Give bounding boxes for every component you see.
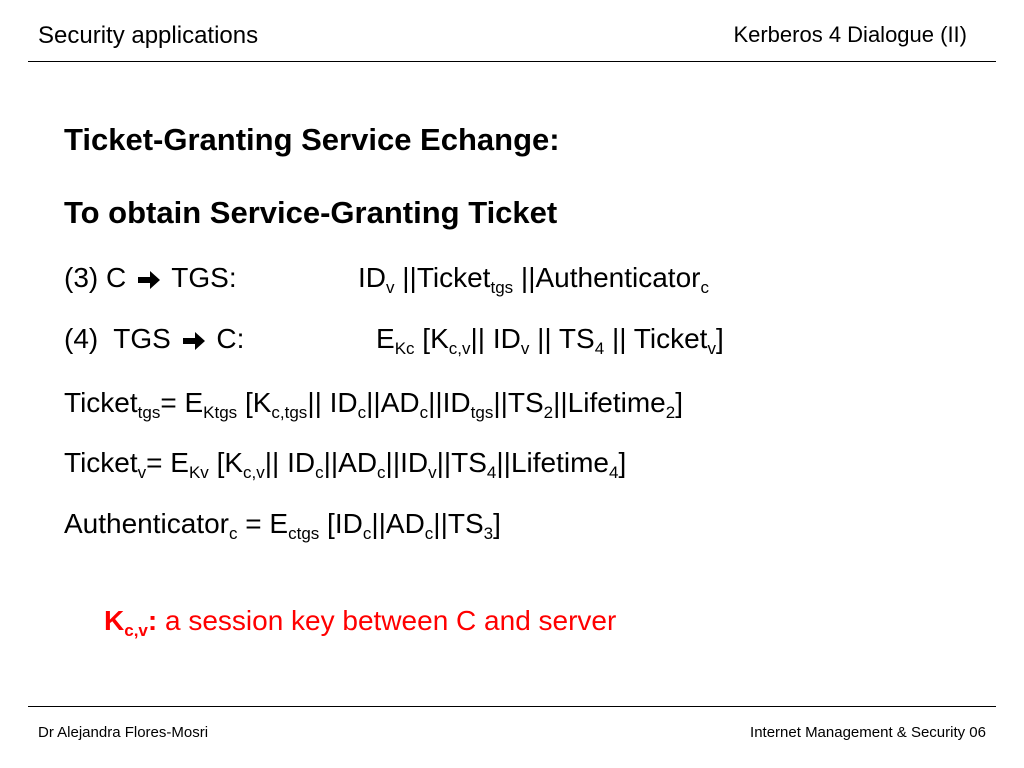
authenticator-definition: Authenticator$_c$ = $E_{ctgs}$ $[ID_c||AD_c||TS_3]$ — [64, 508, 501, 543]
header-divider — [28, 61, 996, 62]
arrow-right-icon — [138, 271, 160, 289]
step-3-target: TGS: — [171, 262, 237, 293]
arrow-right-icon — [183, 332, 205, 350]
title-line-2: To obtain Service-Granting Ticket — [64, 195, 558, 230]
footer-course: Internet Management & Security 06 — [750, 724, 986, 741]
step-3-message: $ID_v$ ||Ticket$_{tgs}$ ||Authenticator$_c$ — [358, 262, 709, 297]
step-4-message: $E_{Kc}$ [$K_{c,v}||$ $ID_v$ || $TS_4$ || Ticket$_v$] — [376, 323, 724, 358]
step-3 — [64, 262, 709, 297]
step-4-target: C: — [216, 323, 245, 354]
header-left: Security applications — [38, 22, 259, 49]
ticket-v-definition: Ticket$_v$= $E_{Kv}$ [$K_{c,v}||$ $ID_c||AD_c||ID_v||TS_4||Lifetime_4$] — [64, 447, 627, 482]
footer-author: Dr Alejandra Flores-Mosri — [38, 724, 209, 741]
session-key-note — [104, 605, 617, 640]
footer-divider — [28, 706, 996, 707]
step-4-prefix: (4) TGS — [64, 323, 171, 354]
ticket-tgs-definition: Ticket$_{tgs}$= $E_{Ktgs}$ [$K_{c,tgs}||$ $ID_c||AD_c||ID_{tgs}||TS_2||Lifetime_2$] — [64, 387, 683, 422]
session-key-text: a session key between C and server — [157, 605, 617, 636]
title-line-1: Ticket-Granting Service Echange: — [64, 122, 560, 157]
step-4 — [64, 323, 724, 358]
step-3-prefix: (3) C — [64, 262, 127, 293]
session-key-label: $K_{c,v}$: — [104, 605, 158, 640]
header-right: Kerberos 4 Dialogue (II) — [733, 22, 967, 47]
